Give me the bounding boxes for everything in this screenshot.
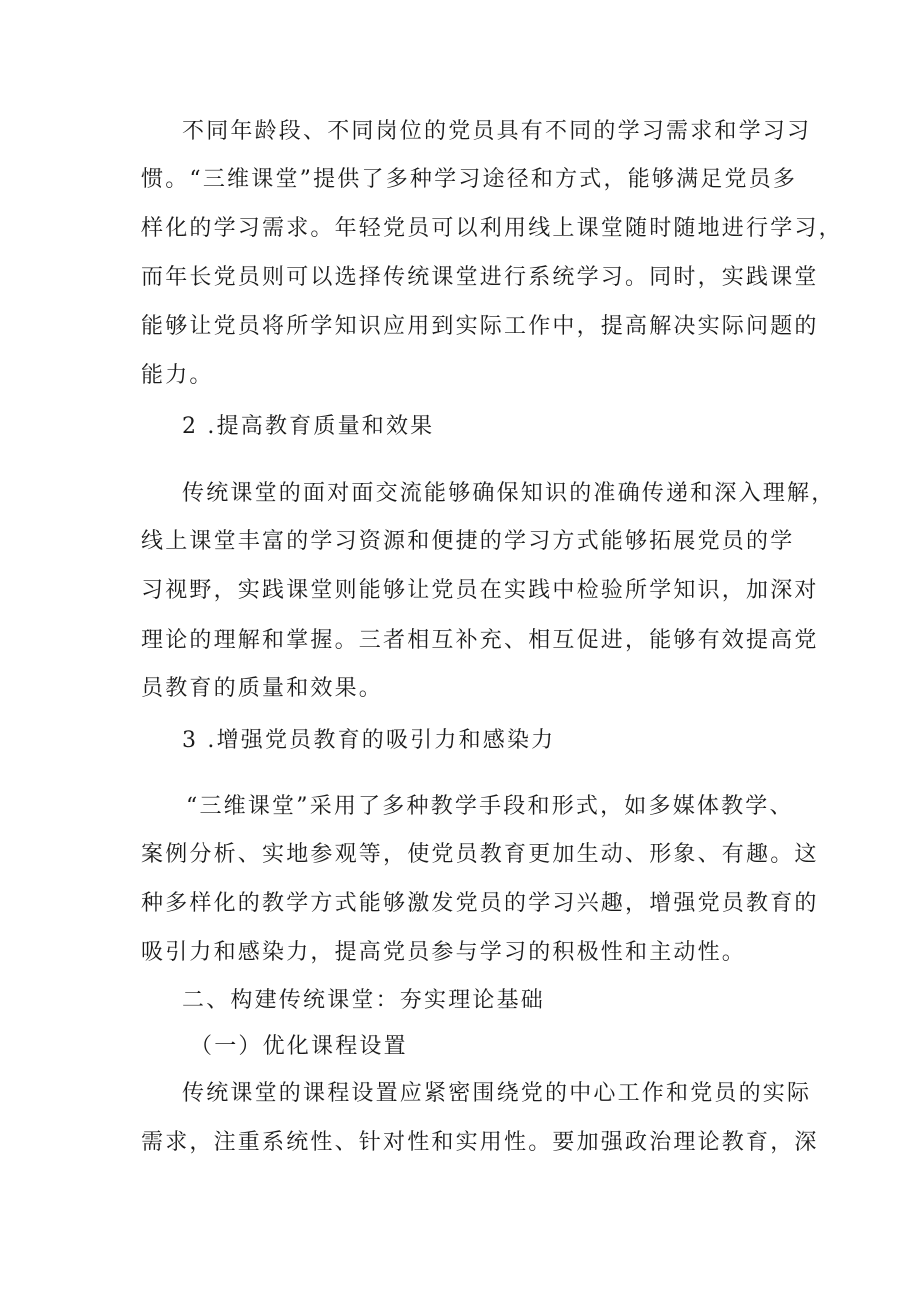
paragraph-3-line-1: “三维课堂”采用了多种教学手段和形式，如多媒体教学、: [186, 794, 794, 819]
paragraph-1-line-4: 而年长党员则可以选择传统课堂进行系统学习。同时，实践课堂: [141, 265, 819, 290]
paragraph-2-line-4: 理论的理解和掌握。三者相互补充、相互促进，能够有效提高党: [141, 628, 819, 653]
paragraph-2-line-1: 传统课堂的面对面交流能够确保知识的准确传递和深入理解，: [182, 481, 836, 506]
heading-3: 3 .增强党员教育的吸引力和感染力: [182, 728, 556, 753]
paragraph-3-line-3: 种多样化的教学方式能够激发党员的学习兴趣，增强党员教育的: [141, 891, 819, 916]
paragraph-1-line-3: 样化的学习需求。年轻党员可以利用线上课堂随时随地进行学习，: [141, 216, 843, 241]
subsection-heading: （一）优化课程设置: [190, 1034, 408, 1059]
paragraph-3-line-4: 吸引力和感染力，提高党员参与学习的积极性和主动性。: [141, 940, 747, 965]
paragraph-3-line-2: 案例分析、实地参观等，使党员教育更加生动、形象、有趣。这: [141, 842, 819, 867]
paragraph-2-line-2: 线上课堂丰富的学习资源和便捷的学习方式能够拓展党员的学: [141, 529, 795, 554]
paragraph-1-line-6: 能力。: [141, 363, 214, 388]
paragraph-1-line-1: 不同年龄段、不同岗位的党员具有不同的学习需求和学习习: [182, 119, 812, 144]
section-heading: 二、构建传统课堂：夯实理论基础: [182, 988, 546, 1013]
paragraph-4-line-1: 传统课堂的课程设置应紧密围绕党的中心工作和党员的实际: [182, 1081, 812, 1106]
heading-2: 2 .提高教育质量和效果: [182, 414, 435, 439]
paragraph-1-line-5: 能够让党员将所学知识应用到实际工作中，提高解决实际问题的: [141, 314, 819, 339]
paragraph-2-line-5: 员教育的质量和效果。: [141, 676, 384, 701]
paragraph-4-line-2: 需求，注重系统性、针对性和实用性。要加强政治理论教育，深: [141, 1130, 819, 1155]
paragraph-1-line-2: 惯。“三维课堂”提供了多种学习途径和方式，能够满足党员多: [141, 167, 798, 192]
paragraph-2-line-3: 习视野，实践课堂则能够让党员在实践中检验所学知识，加深对: [141, 578, 819, 603]
